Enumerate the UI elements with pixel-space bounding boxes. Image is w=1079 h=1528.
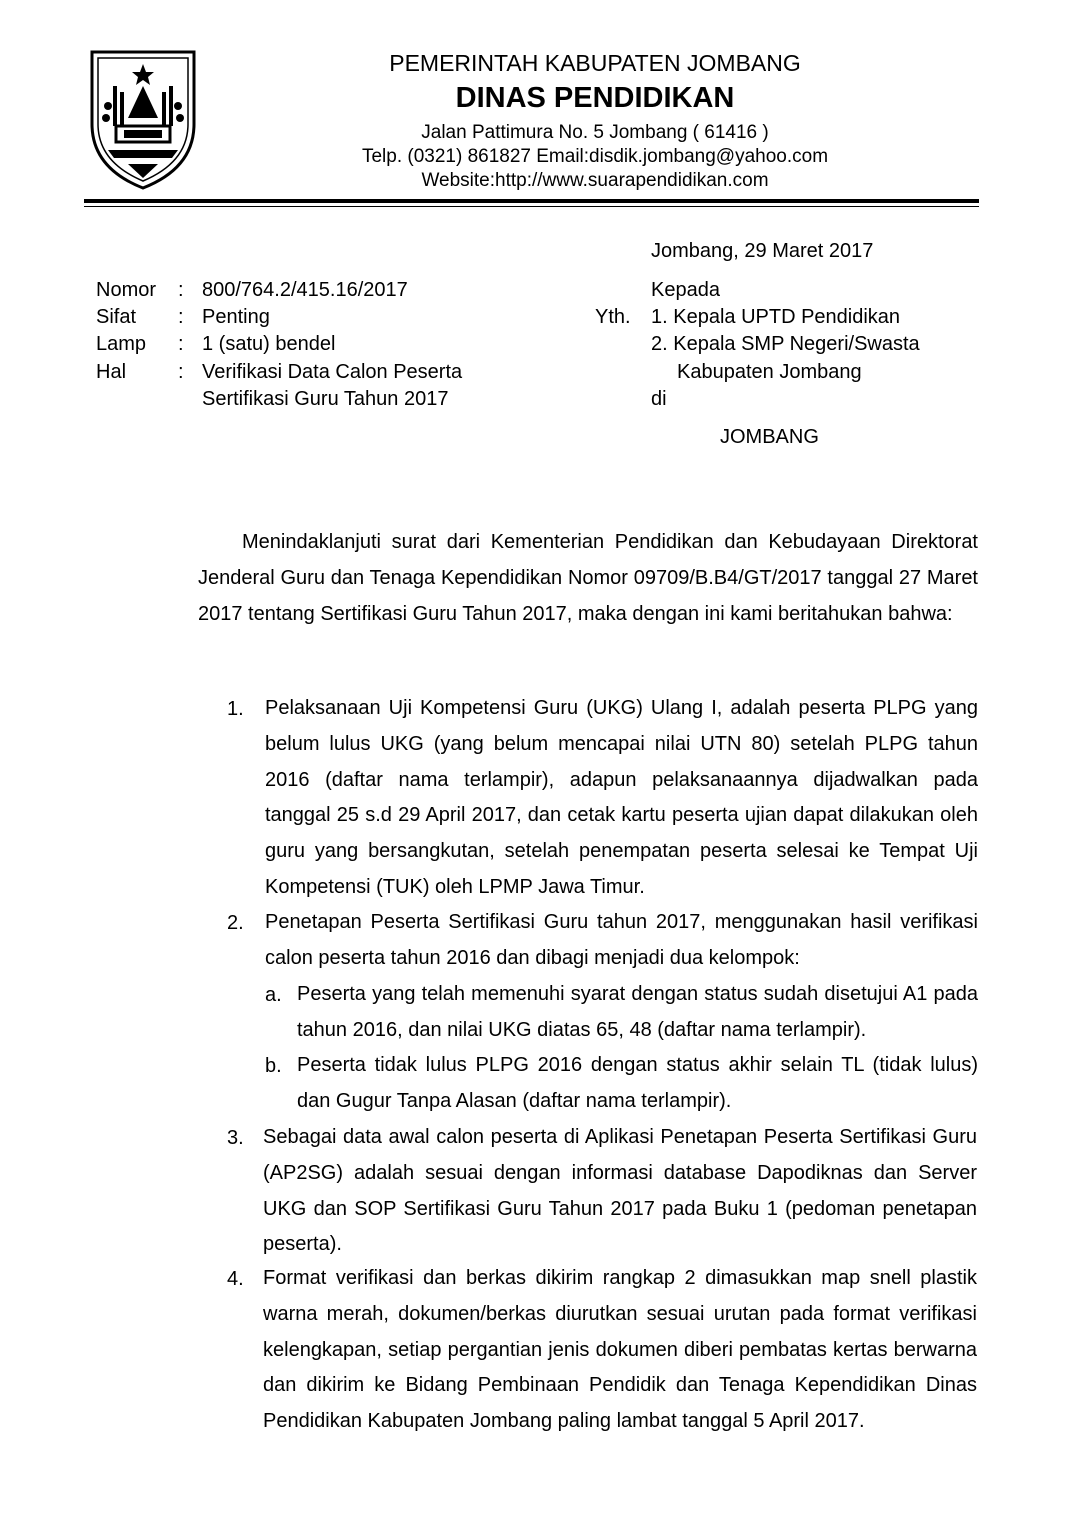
meta-row-nomor [96,279,408,302]
meta-value: Verifikasi Data Calon Peserta [202,361,463,383]
meta-colon: : [178,361,184,383]
meta-row-hal [96,361,462,384]
meta-row-sifat [96,306,270,329]
item-text: Sebagai data awal calon peserta di Aplikasi Penetapan Peserta Sertifikasi Guru (AP2SG) adalah sesuai dengan informasi database Dapodiknas dan Server UKG dan SOP Sertifikasi Guru Tahun 2017 pada Buku 1 (pedoman penetapan peserta). [263,1126,977,1256]
item-number: 4. [227,1268,244,1290]
recipient-yth: Yth. [595,306,631,328]
letterhead-divider-thin [84,206,979,207]
item-number: 1. [227,698,244,720]
item-number: 3. [227,1127,244,1149]
meta-value: 1 (satu) bendel [202,333,336,355]
letterhead-government-name: PEMERINTAH KABUPATEN JOMBANG [389,50,801,76]
subitem-text: Peserta tidak lulus PLPG 2016 dengan status akhir selain TL (tidak lulus) dan Gugur Tanpa Alasan (daftar nama terlampir). [297,1054,978,1112]
item-text: Format verifikasi dan berkas dikirim rangkap 2 dimasukkan map snell plastik warna merah, dokumen/berkas diurutkan sesuai urutan pada format verifikasi kelengkapan, setiap pergantian jenis dokumen diberi pembatas kertas berwarna dan dikirim ke Bidang Pembinaan Pendidik dan Tenaga Kependidikan Dinas Pendidikan Kabupaten Jombang paling lambat tanggal 5 April 2017. [263,1267,977,1433]
letter-date: Jombang, 29 Maret 2017 [651,240,874,262]
intro-paragraph: Menindaklanjuti surat dari Kementerian Pendidikan dan Kebudayaan Direktorat Jenderal Guru dan Tenaga Kependidikan Nomor 09709/B.B4/GT/2017 tanggal 27 Maret 2017 tentang Sertifikasi Guru Tahun 2017, maka dengan ini kami beritahukan bahwa: [198,531,978,625]
meta-value: Penting [202,306,270,328]
meta-key: Lamp [96,333,147,355]
item-text: Pelaksanaan Uji Kompetensi Guru (UKG) Ulang I, adalah peserta PLPG yang belum lulus UKG (yang belum mencapai nilai UTN 80) setelah PLPG tahun 2016 (daftar nama terlampir), adapun pelaksanaannya dijadwalkan pada tanggal 25 s.d 29 April 2017, dan cetak kartu peserta ujian dapat dilakukan oleh guru yang bersangkutan, setelah penempatan peserta selesai ke Tempat Uji Kompetensi (TUK) oleh LPMP Jawa Timur. [265,697,978,898]
recipient-kepada: Kepada [651,279,720,301]
recipient-1: 1. Kepala UPTD Pendidikan [651,306,901,328]
meta-key: Nomor [96,279,157,301]
meta-value: 800/764.2/415.16/2017 [202,279,408,301]
letterhead-agency-name: DINAS PENDIDIKAN [455,82,735,114]
subitem-letter: b. [265,1055,282,1077]
item-number: 2. [227,912,244,934]
jombang-coat-of-arms-logo [88,46,198,192]
letterhead-website: Website:http://www.suarapendidikan.com [421,170,769,191]
meta-colon: : [178,306,184,328]
letterhead-divider-thick [84,199,979,203]
recipient-2: 2. Kepala SMP Negeri/Swasta [651,333,920,355]
meta-hal-continued: Sertifikasi Guru Tahun 2017 [202,388,449,410]
letterhead-contact: Telp. (0321) 861827 Email:disdik.jombang@yahoo.com [361,146,829,167]
meta-colon: : [178,279,184,301]
subitem-text: Peserta yang telah memenuhi syarat dengan status sudah disetujui A1 pada tahun 2016, dan nilai UKG diatas 65, 48 (daftar nama terlampir). [297,983,978,1041]
subitem-letter: a. [265,984,282,1006]
meta-colon: : [178,333,184,355]
letterhead-address: Jalan Pattimura No. 5 Jombang ( 61416 ) [421,122,769,143]
item-text: Penetapan Peserta Sertifikasi Guru tahun 2017, menggunakan hasil verifikasi calon peserta tahun 2016 dan dibagi menjadi dua kelompok: [265,911,978,969]
recipient-2-continued: Kabupaten Jombang [677,361,862,383]
meta-key: Hal [96,361,127,383]
meta-row-lamp [96,333,335,356]
recipient-di: di [651,388,667,410]
meta-key: Sifat [96,306,137,328]
recipient-city: JOMBANG [720,426,819,448]
